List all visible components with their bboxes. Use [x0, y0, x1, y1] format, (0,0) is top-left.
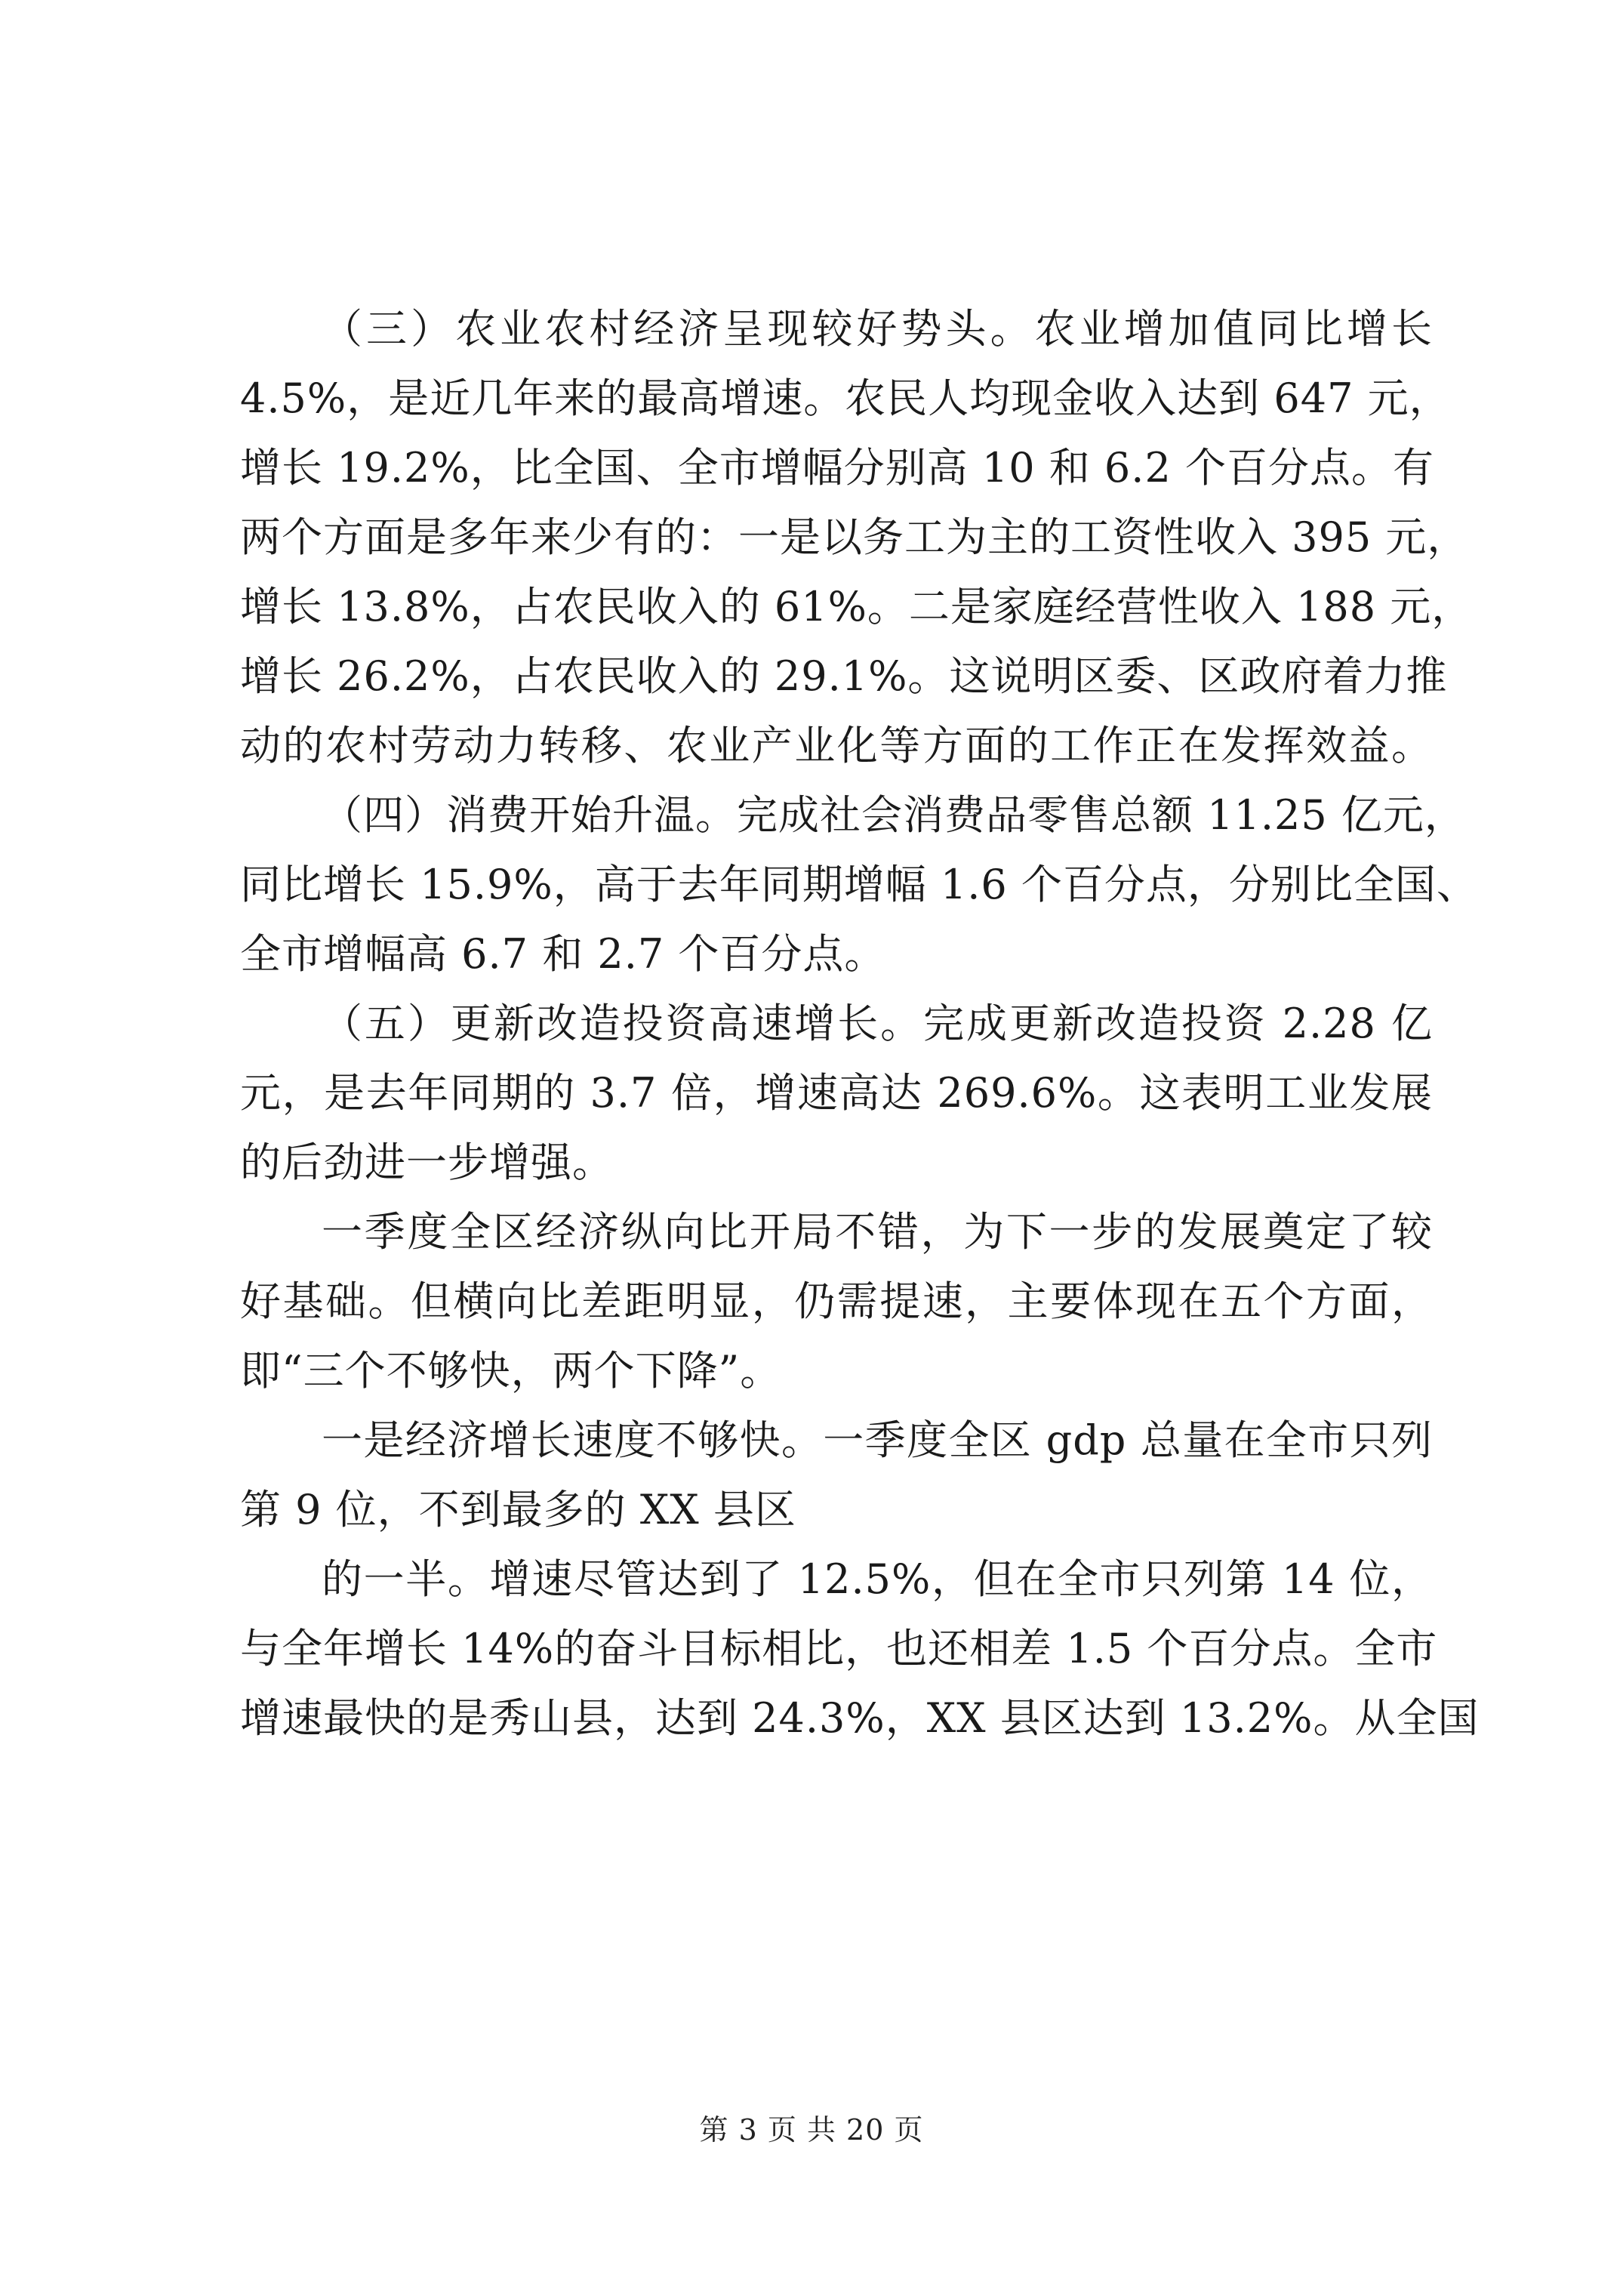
- paragraph-growth-speed: [240, 1406, 1433, 1545]
- page-number-label: 第 3 页 共 20 页: [699, 2113, 924, 2147]
- text-line: 增长 13.8%，占农民收入的 61%。二是家庭经营性收入 188 元，: [240, 583, 1474, 630]
- paragraph-investment: [240, 989, 1433, 1197]
- text-line: 同比增长 15.9%，高于去年同期增幅 1.6 个百分点，分别比全国、: [240, 861, 1478, 908]
- document-body: [240, 294, 1480, 1753]
- text-line: 全市增幅高 6.7 和 2.7 个百分点。: [240, 930, 886, 978]
- text-line: 增长 26.2%，占农民收入的 29.1%。这说明区委、区政府着力推: [240, 652, 1448, 700]
- paragraph-summary: [240, 1197, 1433, 1406]
- text-line: 增速最快的是秀山县，达到 24.3%，XX 县区达到 13.2%。从全国: [240, 1694, 1480, 1742]
- paragraph-consumption: [240, 781, 1478, 989]
- text-line: 的一半。增速尽管达到了 12.5%，但在全市只列第 14 位，: [322, 1555, 1433, 1603]
- paragraph-agriculture: [240, 294, 1474, 781]
- text-line: 好基础。但横向比差距明显，仍需提速，主要体现在五个方面，: [240, 1277, 1433, 1325]
- page-footer: [0, 2106, 1623, 2148]
- text-line: （四）消费开始升温。完成社会消费品零售总额 11.25 亿元，: [322, 791, 1466, 839]
- text-line: 元，是去年同期的 3.7 倍，增速高达 269.6%。这表明工业发展: [240, 1069, 1433, 1117]
- text-line: 增长 19.2%，比全国、全市增幅分别高 10 和 6.2 个百分点。有: [240, 444, 1434, 492]
- text-line: 的后劲进一步增强。: [240, 1139, 614, 1186]
- text-line: （三）农业农村经济呈现较好势头。农业增加值同比增长: [322, 305, 1433, 353]
- text-line: 两个方面是多年来少有的：一是以务工为主的工资性收入 395 元，: [240, 513, 1469, 561]
- text-line: 一季度全区经济纵向比开局不错，为下一步的发展奠定了较: [322, 1208, 1433, 1256]
- text-line: 即“三个不够快，两个下降”。: [240, 1347, 782, 1395]
- text-line: 4.5%，是近几年来的最高增速。农民人均现金收入达到 647 元，: [240, 374, 1451, 422]
- text-line: 一是经济增长速度不够快。一季度全区 gdp 总量在全市只列: [322, 1416, 1433, 1464]
- text-line: 动的农村劳动力转移、农业产业化等方面的工作正在发挥效益。: [240, 722, 1433, 769]
- text-line: 与全年增长 14%的奋斗目标相比，也还相差 1.5 个百分点。全市: [240, 1625, 1438, 1672]
- text-line: （五）更新改造投资高速增长。完成更新改造投资 2.28 亿: [322, 1000, 1433, 1047]
- paragraph-growth-rank: [240, 1545, 1480, 1753]
- text-line: 第 9 位，不到最多的 XX 县区: [240, 1486, 796, 1533]
